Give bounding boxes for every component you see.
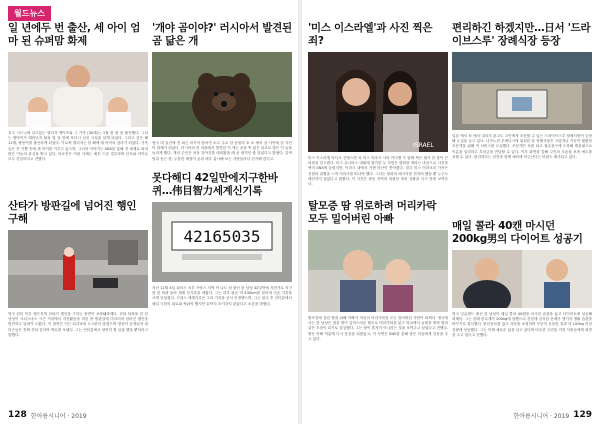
svg-text:42165035: 42165035	[183, 227, 261, 246]
svg-text:ISRAEL: ISRAEL	[413, 142, 434, 149]
body-santa: 영국 런던 북부 캠든지역 산타가 행인을 구하는 장면이 포착돼화제다. 산타 복장을 한 한 남성이 크리스마스 시즌 거리에서 자선활동을 하던 중 빙판길에 미끄러져 넘어진 행인을 발견하고 달려가 도왔다. 이 장면은 인근 CCTV에 고스란히 담겼으며 영상이 공개되자 네티즌들은 진짜 산타 같다며 박수를 보냈다. 그는 인터뷰에서 당연히 할 일을 했을 뿐이라고 말했다.	[8, 312, 148, 337]
right-page	[300, 0, 600, 424]
headline-bear-dog: '개야 곰이야?' 러시아서 발견된 곰 닮은 개	[152, 22, 292, 47]
headline-miss-israel: '미스 이스라엘'과 사진 찍은 죄?	[308, 22, 433, 47]
body-drive-thru: 일본 에서 차 에서 내리지 않고도 고인에게 조문할 수 있는 드라이브스루 장례식장이 등장해 눈길을 끌고 있다. 나가노현 우에다시에 위치한 한 장례식장은 고령자나 거동이 불편한 조문객을 위해 이 서비스를 도입했다. 조문객은 차를 타고 접수창구에 도착해 태블릿으로 이름을 입력하고 부의금을 전달할 수 있다. 이후 화면을 통해 고인의 모습을 보며 애도를 표할 수 있다. 편리하다는 의견과 함께 예의에 어긋난다는 비판도 제기되고 있다.	[452, 134, 592, 159]
article-drive-thru-funeral	[452, 18, 592, 219]
body-cola-diet: 영국 잉글랜드 출신 한 남성이 매일 콜라 40캔을 마시던 습관을 끊고 다이어트에 성공해 화제다. 그는 한때 몸무게가 200kg에 달했으나 건강에 심각한 문제가 생기자 생활 습관을 바꾸기로 결심했다. 탄산음료를 끊고 식단을 조절하며 꾸준히 운동한 결과 약 100kg 이상 감량에 성공했다. 그는 이제 새로운 삶을 살고 있다며 비슷한 고민을 가진 사람들에게 희망을 주고 싶다고 전했다.	[452, 312, 592, 337]
body-world-ride: 지난 11월 4일 피터스 서부 프랑스 지역 이 나트 섬 출신 한 남성 42일만에 자전거로 지구를 한 바퀴 돌아 세계 신기록을 세웠다. 그는 하루 평균 약 430km를 달리며 기존 기록을 크게 앞당겼다. 기네스 세계기록은 그의 기록을 공식 인정했으며, 그는 완주 후 인터뷰에서 매일 극한의 피로와 싸워야 했지만 끝까지 포기하지 않았다고 소감을 밝혔다.	[152, 286, 292, 306]
article-cola-diet	[452, 220, 592, 382]
photo-drive-thru	[452, 52, 592, 130]
photo-bald-dad	[308, 230, 448, 312]
article-santa	[8, 200, 148, 374]
headline-world-ride: 못다해디 42일만에지구한바퀴…伟目智力세계신기록	[152, 172, 278, 197]
headline-drive-thru: 편리하긴 하겠지만…日서 '드라이브스루' 장례식장 등장	[452, 22, 591, 47]
photo-super-mom	[8, 52, 148, 127]
magazine-name-right: 한아름시니어 · 2019	[513, 412, 570, 420]
footer-left	[8, 410, 87, 420]
body-bald-dad: 탈모증에 걸린 딸을 위해 아빠가 자신의 머리카락을 모두 밀어버린 사연이 화제다. 영국에 사는 한 남성은 열살 딸이 갑작스러운 탈모로 머리카락을 잃고 학교에서 놀림을 받자 딸과 같은 모습이 되기로 결심했다. 그는 딸이 혼자가 아니라는 것을 보여주고 싶었다고 전했다. 딸은 아빠 덕분에 다시 웃음을 되찾았고, 이 사연은 SNS를 통해 많은 이들에게 감동을 주고 있다.	[308, 316, 448, 341]
body-super-mom: 호주 시드니에 살고있는 엘리자 케이츠와 그 가족 (30세)는 1월 첫 딸 을 출산했다. 그녀는 딸아이가 태어난지 불과 몇 달 만에 또다시 임신 사실을 알게 되었다. 그리고 같은 해 11월, 쌍둥이를 출산하게 되었다. 이로써 엘리자는 한 해에 세 아이의 엄마가 되었다. 가족들은 큰 기쁨 속에 세 아이를 키우고 있으며, 그녀의 이야기는 SNS를 통해 전 세계로 퍼져 많은 이들의 관심을 받고 있다. 의료진은 이런 사례는 매우 드문 경우라며 산모와 아이들 모두 건강하다고 전했다.	[8, 131, 148, 162]
headline-santa: 산타가 방판길에 넘어진 행인 구해	[8, 200, 137, 225]
photo-bear-dog	[152, 52, 292, 137]
body-bear-dog: 영국 대 일간에 전 최근 러시아 캄차카 소도 주로 한 동물의 호 소 에서 곰 사이에 겉 사진이 화제가 되었다. 러시아의 한 마을에서 발견된 이 개는 곰을 똑 닮은 외모로 많은 이 들을 놀라게 했다. 개의 주인은 처음 강아지를 데려왔을 때 곰 새끼인 줄 알았다고 밝혔다. 갈색 털과 둥근 귀, 두툼한 체형이 곰과 매우 흡사해 보는 사람들마다 신기해 한다고.	[152, 141, 292, 161]
page-number-left: 128	[8, 410, 27, 420]
section-tag: 월드뉴스	[8, 6, 51, 21]
article-bear-dog	[152, 18, 292, 195]
photo-santa	[8, 230, 148, 308]
article-bald-dad	[308, 200, 448, 370]
magazine-name-left: 한아름시니어 · 2019	[30, 412, 87, 420]
article-miss-israel	[308, 18, 448, 216]
body-miss-israel: 미스 이스라엘 아다르 간델스만 과 미스 이라크 사라 이디엔 가 함께 찍은 셀카 한 장이 큰 파장을 일으켰다. 미스 유니버스 대회에 참가한 두 사람은 평화를 바라는 마음으로 사진을 찍어 SNS에 올렸지만, 이라크 내에서 거센 비난이 쏟아졌다. 결국 미스 이라크의 가족은 신변의 위협을 느껴 이라크를 떠나야 했다. 그녀는 평화의 메시지를 전하려 했을 뿐 누구도 배신하지 않았다고 밝혔다. 이 사건은 중동 지역의 복잡한 정치 상황을 다시 한번 보여준다.	[308, 156, 448, 187]
photo-world-ride	[152, 202, 292, 282]
headline-super-mom: 일 년에두 번 출산, 세 아이 엄마 된 슈퍼맘 화제	[8, 22, 141, 47]
headline-cola-diet: 매일 콜라 40캔 마시던 200kg男의 다이어트 성공기	[452, 220, 583, 245]
footer-right	[513, 410, 592, 420]
photo-cola-diet	[452, 250, 592, 308]
article-super-mom	[8, 18, 148, 201]
headline-bald-dad: 탈모증 땀 위로하려 머리카락 모두 밀어버린 아빠	[308, 200, 437, 225]
photo-miss-israel	[308, 52, 448, 152]
page-number-right: 129	[573, 410, 592, 420]
article-world-ride	[152, 172, 292, 356]
